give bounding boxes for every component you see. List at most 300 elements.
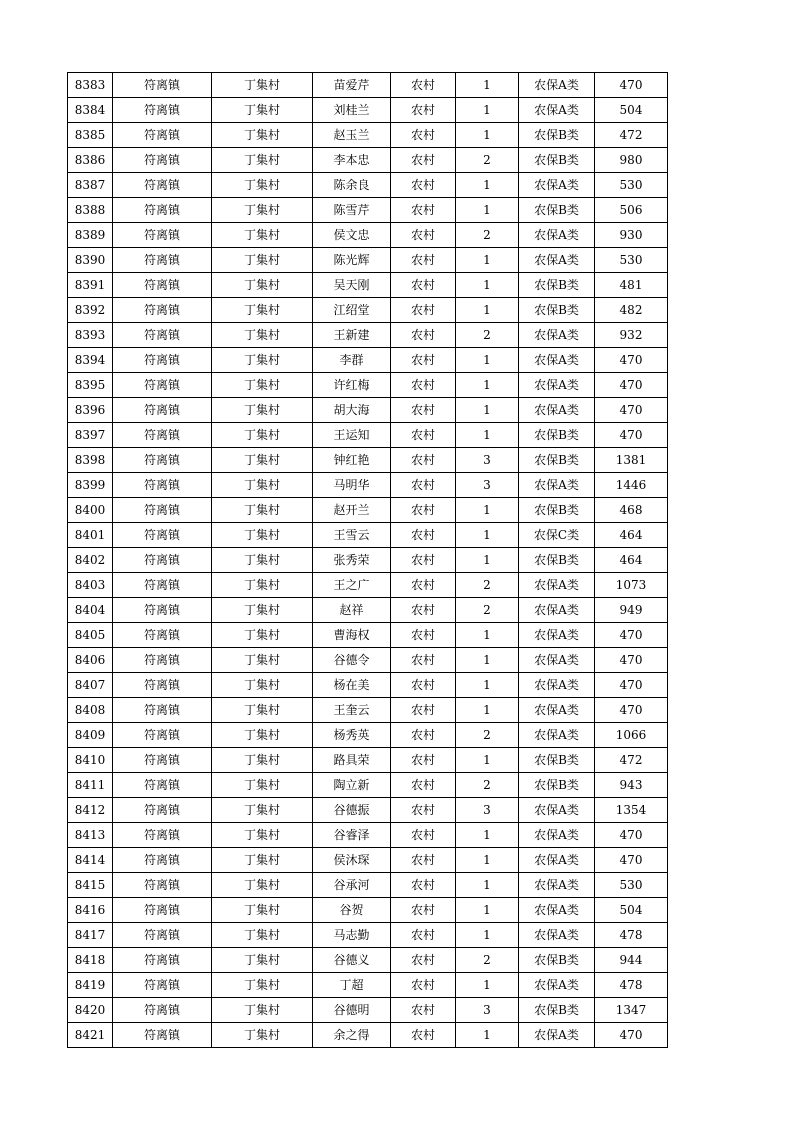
- area-type-cell: 农村: [391, 548, 456, 573]
- town-cell: 符离镇: [113, 723, 212, 748]
- name-cell: 刘桂兰: [313, 98, 391, 123]
- village-cell: 丁集村: [212, 123, 313, 148]
- record-number-cell: 8402: [68, 548, 113, 573]
- record-number-cell: 8412: [68, 798, 113, 823]
- record-number-cell: 8388: [68, 198, 113, 223]
- record-number-cell: 8405: [68, 623, 113, 648]
- name-cell: 赵祥: [313, 598, 391, 623]
- village-cell: 丁集村: [212, 973, 313, 998]
- insurance-category-cell: 农保A类: [519, 398, 595, 423]
- amount-cell: 464: [595, 523, 668, 548]
- amount-cell: 530: [595, 248, 668, 273]
- record-number-cell: 8414: [68, 848, 113, 873]
- name-cell: 张秀荣: [313, 548, 391, 573]
- name-cell: 江绍堂: [313, 298, 391, 323]
- table-row: [68, 123, 668, 148]
- town-cell: 符离镇: [113, 673, 212, 698]
- area-type-cell: 农村: [391, 573, 456, 598]
- record-number-cell: 8410: [68, 748, 113, 773]
- record-number-cell: 8418: [68, 948, 113, 973]
- table-row: [68, 723, 668, 748]
- table-row: [68, 273, 668, 298]
- household-count-cell: 1: [456, 848, 519, 873]
- village-cell: 丁集村: [212, 223, 313, 248]
- area-type-cell: 农村: [391, 373, 456, 398]
- insurance-category-cell: 农保A类: [519, 623, 595, 648]
- table-row: [68, 223, 668, 248]
- name-cell: 陶立新: [313, 773, 391, 798]
- area-type-cell: 农村: [391, 898, 456, 923]
- name-cell: 钟红艳: [313, 448, 391, 473]
- table-row: [68, 598, 668, 623]
- amount-cell: 472: [595, 123, 668, 148]
- record-number-cell: 8399: [68, 473, 113, 498]
- table-row: [68, 973, 668, 998]
- area-type-cell: 农村: [391, 348, 456, 373]
- amount-cell: 478: [595, 923, 668, 948]
- village-cell: 丁集村: [212, 423, 313, 448]
- town-cell: 符离镇: [113, 998, 212, 1023]
- village-cell: 丁集村: [212, 648, 313, 673]
- village-cell: 丁集村: [212, 348, 313, 373]
- amount-cell: 482: [595, 298, 668, 323]
- household-count-cell: 1: [456, 698, 519, 723]
- town-cell: 符离镇: [113, 698, 212, 723]
- amount-cell: 1347: [595, 998, 668, 1023]
- amount-cell: 481: [595, 273, 668, 298]
- name-cell: 赵玉兰: [313, 123, 391, 148]
- area-type-cell: 农村: [391, 498, 456, 523]
- town-cell: 符离镇: [113, 223, 212, 248]
- name-cell: 赵开兰: [313, 498, 391, 523]
- town-cell: 符离镇: [113, 623, 212, 648]
- village-cell: 丁集村: [212, 73, 313, 98]
- area-type-cell: 农村: [391, 1023, 456, 1048]
- area-type-cell: 农村: [391, 523, 456, 548]
- village-cell: 丁集村: [212, 898, 313, 923]
- table-row: [68, 148, 668, 173]
- area-type-cell: 农村: [391, 598, 456, 623]
- amount-cell: 470: [595, 848, 668, 873]
- area-type-cell: 农村: [391, 448, 456, 473]
- town-cell: 符离镇: [113, 123, 212, 148]
- record-number-cell: 8384: [68, 98, 113, 123]
- table-row: [68, 73, 668, 98]
- name-cell: 李群: [313, 348, 391, 373]
- name-cell: 谷承河: [313, 873, 391, 898]
- amount-cell: 470: [595, 1023, 668, 1048]
- household-count-cell: 1: [456, 348, 519, 373]
- name-cell: 马明华: [313, 473, 391, 498]
- insurance-category-cell: 农保B类: [519, 423, 595, 448]
- household-count-cell: 2: [456, 598, 519, 623]
- town-cell: 符离镇: [113, 448, 212, 473]
- town-cell: 符离镇: [113, 273, 212, 298]
- insurance-category-cell: 农保A类: [519, 848, 595, 873]
- village-cell: 丁集村: [212, 98, 313, 123]
- village-cell: 丁集村: [212, 373, 313, 398]
- village-cell: 丁集村: [212, 948, 313, 973]
- village-cell: 丁集村: [212, 923, 313, 948]
- village-cell: 丁集村: [212, 848, 313, 873]
- name-cell: 王之广: [313, 573, 391, 598]
- record-number-cell: 8404: [68, 598, 113, 623]
- household-count-cell: 1: [456, 923, 519, 948]
- town-cell: 符离镇: [113, 348, 212, 373]
- name-cell: 谷睿泽: [313, 823, 391, 848]
- name-cell: 谷德明: [313, 998, 391, 1023]
- table-row: [68, 98, 668, 123]
- village-cell: 丁集村: [212, 698, 313, 723]
- name-cell: 曹海权: [313, 623, 391, 648]
- table-row: [68, 748, 668, 773]
- household-count-cell: 1: [456, 73, 519, 98]
- name-cell: 王雪云: [313, 523, 391, 548]
- insurance-category-cell: 农保B类: [519, 998, 595, 1023]
- area-type-cell: 农村: [391, 398, 456, 423]
- household-count-cell: 1: [456, 673, 519, 698]
- table-row: [68, 648, 668, 673]
- household-count-cell: 1: [456, 248, 519, 273]
- household-count-cell: 1: [456, 623, 519, 648]
- table-row: [68, 248, 668, 273]
- name-cell: 谷德令: [313, 648, 391, 673]
- record-number-cell: 8408: [68, 698, 113, 723]
- record-number-cell: 8403: [68, 573, 113, 598]
- name-cell: 苗爱芹: [313, 73, 391, 98]
- insurance-category-cell: 农保A类: [519, 373, 595, 398]
- area-type-cell: 农村: [391, 273, 456, 298]
- area-type-cell: 农村: [391, 773, 456, 798]
- area-type-cell: 农村: [391, 948, 456, 973]
- town-cell: 符离镇: [113, 923, 212, 948]
- village-cell: 丁集村: [212, 273, 313, 298]
- household-count-cell: 2: [456, 573, 519, 598]
- table-body: [68, 73, 668, 1048]
- area-type-cell: 农村: [391, 198, 456, 223]
- record-number-cell: 8409: [68, 723, 113, 748]
- village-cell: 丁集村: [212, 823, 313, 848]
- amount-cell: 470: [595, 398, 668, 423]
- table-row: [68, 448, 668, 473]
- town-cell: 符离镇: [113, 498, 212, 523]
- amount-cell: 470: [595, 373, 668, 398]
- insurance-category-cell: 农保A类: [519, 923, 595, 948]
- record-number-cell: 8419: [68, 973, 113, 998]
- area-type-cell: 农村: [391, 923, 456, 948]
- area-type-cell: 农村: [391, 623, 456, 648]
- amount-cell: 949: [595, 598, 668, 623]
- name-cell: 路具荣: [313, 748, 391, 773]
- area-type-cell: 农村: [391, 73, 456, 98]
- town-cell: 符离镇: [113, 873, 212, 898]
- table-row: [68, 698, 668, 723]
- table-row: [68, 198, 668, 223]
- household-count-cell: 1: [456, 423, 519, 448]
- record-number-cell: 8397: [68, 423, 113, 448]
- area-type-cell: 农村: [391, 298, 456, 323]
- household-count-cell: 3: [456, 473, 519, 498]
- village-cell: 丁集村: [212, 748, 313, 773]
- table-row: [68, 573, 668, 598]
- insurance-category-cell: 农保A类: [519, 348, 595, 373]
- name-cell: 陈余良: [313, 173, 391, 198]
- town-cell: 符离镇: [113, 973, 212, 998]
- village-cell: 丁集村: [212, 298, 313, 323]
- area-type-cell: 农村: [391, 873, 456, 898]
- amount-cell: 1446: [595, 473, 668, 498]
- name-cell: 许红梅: [313, 373, 391, 398]
- insurance-category-cell: 农保C类: [519, 523, 595, 548]
- name-cell: 李本忠: [313, 148, 391, 173]
- household-count-cell: 3: [456, 798, 519, 823]
- name-cell: 谷贺: [313, 898, 391, 923]
- record-number-cell: 8395: [68, 373, 113, 398]
- household-count-cell: 1: [456, 173, 519, 198]
- village-cell: 丁集村: [212, 523, 313, 548]
- record-number-cell: 8390: [68, 248, 113, 273]
- town-cell: 符离镇: [113, 323, 212, 348]
- amount-cell: 1381: [595, 448, 668, 473]
- town-cell: 符离镇: [113, 773, 212, 798]
- amount-cell: 470: [595, 648, 668, 673]
- name-cell: 王新建: [313, 323, 391, 348]
- amount-cell: 944: [595, 948, 668, 973]
- amount-cell: 470: [595, 673, 668, 698]
- household-count-cell: 1: [456, 298, 519, 323]
- table-row: [68, 673, 668, 698]
- table-row: [68, 998, 668, 1023]
- amount-cell: 470: [595, 823, 668, 848]
- area-type-cell: 农村: [391, 748, 456, 773]
- insurance-category-cell: 农保A类: [519, 648, 595, 673]
- records-table: [67, 72, 668, 1048]
- household-count-cell: 2: [456, 773, 519, 798]
- town-cell: 符离镇: [113, 648, 212, 673]
- household-count-cell: 3: [456, 998, 519, 1023]
- record-number-cell: 8393: [68, 323, 113, 348]
- area-type-cell: 农村: [391, 973, 456, 998]
- town-cell: 符离镇: [113, 1023, 212, 1048]
- record-number-cell: 8411: [68, 773, 113, 798]
- table-row: [68, 948, 668, 973]
- record-number-cell: 8401: [68, 523, 113, 548]
- town-cell: 符离镇: [113, 423, 212, 448]
- area-type-cell: 农村: [391, 148, 456, 173]
- record-number-cell: 8398: [68, 448, 113, 473]
- town-cell: 符离镇: [113, 473, 212, 498]
- insurance-category-cell: 农保B类: [519, 773, 595, 798]
- amount-cell: 468: [595, 498, 668, 523]
- town-cell: 符离镇: [113, 823, 212, 848]
- table-row: [68, 548, 668, 573]
- area-type-cell: 农村: [391, 98, 456, 123]
- insurance-category-cell: 农保A类: [519, 73, 595, 98]
- town-cell: 符离镇: [113, 398, 212, 423]
- household-count-cell: 1: [456, 548, 519, 573]
- amount-cell: 478: [595, 973, 668, 998]
- household-count-cell: 1: [456, 398, 519, 423]
- area-type-cell: 农村: [391, 473, 456, 498]
- area-type-cell: 农村: [391, 698, 456, 723]
- area-type-cell: 农村: [391, 323, 456, 348]
- table-row: [68, 498, 668, 523]
- village-cell: 丁集村: [212, 173, 313, 198]
- insurance-category-cell: 农保A类: [519, 823, 595, 848]
- household-count-cell: 2: [456, 148, 519, 173]
- table-row: [68, 773, 668, 798]
- village-cell: 丁集村: [212, 148, 313, 173]
- village-cell: 丁集村: [212, 448, 313, 473]
- village-cell: 丁集村: [212, 598, 313, 623]
- insurance-category-cell: 农保A类: [519, 673, 595, 698]
- table-row: [68, 898, 668, 923]
- village-cell: 丁集村: [212, 323, 313, 348]
- village-cell: 丁集村: [212, 573, 313, 598]
- village-cell: 丁集村: [212, 398, 313, 423]
- household-count-cell: 1: [456, 973, 519, 998]
- area-type-cell: 农村: [391, 823, 456, 848]
- table-row: [68, 523, 668, 548]
- area-type-cell: 农村: [391, 798, 456, 823]
- area-type-cell: 农村: [391, 998, 456, 1023]
- town-cell: 符离镇: [113, 798, 212, 823]
- insurance-category-cell: 农保B类: [519, 148, 595, 173]
- household-count-cell: 1: [456, 523, 519, 548]
- town-cell: 符离镇: [113, 73, 212, 98]
- record-number-cell: 8383: [68, 73, 113, 98]
- insurance-category-cell: 农保A类: [519, 173, 595, 198]
- town-cell: 符离镇: [113, 373, 212, 398]
- name-cell: 王运知: [313, 423, 391, 448]
- insurance-category-cell: 农保A类: [519, 1023, 595, 1048]
- village-cell: 丁集村: [212, 723, 313, 748]
- name-cell: 胡大海: [313, 398, 391, 423]
- insurance-category-cell: 农保A类: [519, 698, 595, 723]
- town-cell: 符离镇: [113, 148, 212, 173]
- table-row: [68, 348, 668, 373]
- name-cell: 侯文忠: [313, 223, 391, 248]
- record-number-cell: 8385: [68, 123, 113, 148]
- amount-cell: 464: [595, 548, 668, 573]
- household-count-cell: 2: [456, 723, 519, 748]
- area-type-cell: 农村: [391, 723, 456, 748]
- record-number-cell: 8392: [68, 298, 113, 323]
- record-number-cell: 8420: [68, 998, 113, 1023]
- amount-cell: 980: [595, 148, 668, 173]
- amount-cell: 1354: [595, 798, 668, 823]
- household-count-cell: 1: [456, 273, 519, 298]
- table-row: [68, 848, 668, 873]
- insurance-category-cell: 农保B类: [519, 273, 595, 298]
- amount-cell: 530: [595, 173, 668, 198]
- insurance-category-cell: 农保A类: [519, 723, 595, 748]
- table-row: [68, 873, 668, 898]
- name-cell: 丁超: [313, 973, 391, 998]
- insurance-category-cell: 农保B类: [519, 748, 595, 773]
- village-cell: 丁集村: [212, 548, 313, 573]
- area-type-cell: 农村: [391, 648, 456, 673]
- insurance-category-cell: 农保A类: [519, 323, 595, 348]
- town-cell: 符离镇: [113, 248, 212, 273]
- amount-cell: 470: [595, 423, 668, 448]
- record-number-cell: 8386: [68, 148, 113, 173]
- table-row: [68, 1023, 668, 1048]
- name-cell: 陈光辉: [313, 248, 391, 273]
- amount-cell: 932: [595, 323, 668, 348]
- name-cell: 吴天刚: [313, 273, 391, 298]
- area-type-cell: 农村: [391, 173, 456, 198]
- record-number-cell: 8389: [68, 223, 113, 248]
- village-cell: 丁集村: [212, 798, 313, 823]
- record-number-cell: 8415: [68, 873, 113, 898]
- village-cell: 丁集村: [212, 998, 313, 1023]
- name-cell: 余之得: [313, 1023, 391, 1048]
- town-cell: 符离镇: [113, 548, 212, 573]
- town-cell: 符离镇: [113, 173, 212, 198]
- name-cell: 王奎云: [313, 698, 391, 723]
- amount-cell: 472: [595, 748, 668, 773]
- table-row: [68, 373, 668, 398]
- household-count-cell: 1: [456, 373, 519, 398]
- record-number-cell: 8406: [68, 648, 113, 673]
- household-count-cell: 1: [456, 898, 519, 923]
- village-cell: 丁集村: [212, 773, 313, 798]
- table-row: [68, 298, 668, 323]
- name-cell: 杨秀英: [313, 723, 391, 748]
- household-count-cell: 1: [456, 648, 519, 673]
- amount-cell: 1073: [595, 573, 668, 598]
- amount-cell: 470: [595, 73, 668, 98]
- insurance-category-cell: 农保A类: [519, 98, 595, 123]
- insurance-category-cell: 农保A类: [519, 973, 595, 998]
- amount-cell: 504: [595, 898, 668, 923]
- amount-cell: 943: [595, 773, 668, 798]
- household-count-cell: 2: [456, 323, 519, 348]
- town-cell: 符离镇: [113, 748, 212, 773]
- insurance-category-cell: 农保A类: [519, 573, 595, 598]
- household-count-cell: 1: [456, 98, 519, 123]
- household-count-cell: 1: [456, 873, 519, 898]
- table-row: [68, 173, 668, 198]
- town-cell: 符离镇: [113, 98, 212, 123]
- household-count-cell: 1: [456, 123, 519, 148]
- amount-cell: 506: [595, 198, 668, 223]
- table-row: [68, 398, 668, 423]
- village-cell: 丁集村: [212, 248, 313, 273]
- insurance-category-cell: 农保A类: [519, 248, 595, 273]
- village-cell: 丁集村: [212, 498, 313, 523]
- insurance-category-cell: 农保B类: [519, 198, 595, 223]
- village-cell: 丁集村: [212, 673, 313, 698]
- amount-cell: 530: [595, 873, 668, 898]
- town-cell: 符离镇: [113, 198, 212, 223]
- name-cell: 杨在美: [313, 673, 391, 698]
- table-row: [68, 473, 668, 498]
- insurance-category-cell: 农保A类: [519, 223, 595, 248]
- household-count-cell: 2: [456, 948, 519, 973]
- record-number-cell: 8391: [68, 273, 113, 298]
- table-row: [68, 323, 668, 348]
- insurance-category-cell: 农保B类: [519, 948, 595, 973]
- amount-cell: 504: [595, 98, 668, 123]
- household-count-cell: 2: [456, 223, 519, 248]
- table-row: [68, 798, 668, 823]
- town-cell: 符离镇: [113, 523, 212, 548]
- household-count-cell: 3: [456, 448, 519, 473]
- table-row: [68, 923, 668, 948]
- name-cell: 马志勤: [313, 923, 391, 948]
